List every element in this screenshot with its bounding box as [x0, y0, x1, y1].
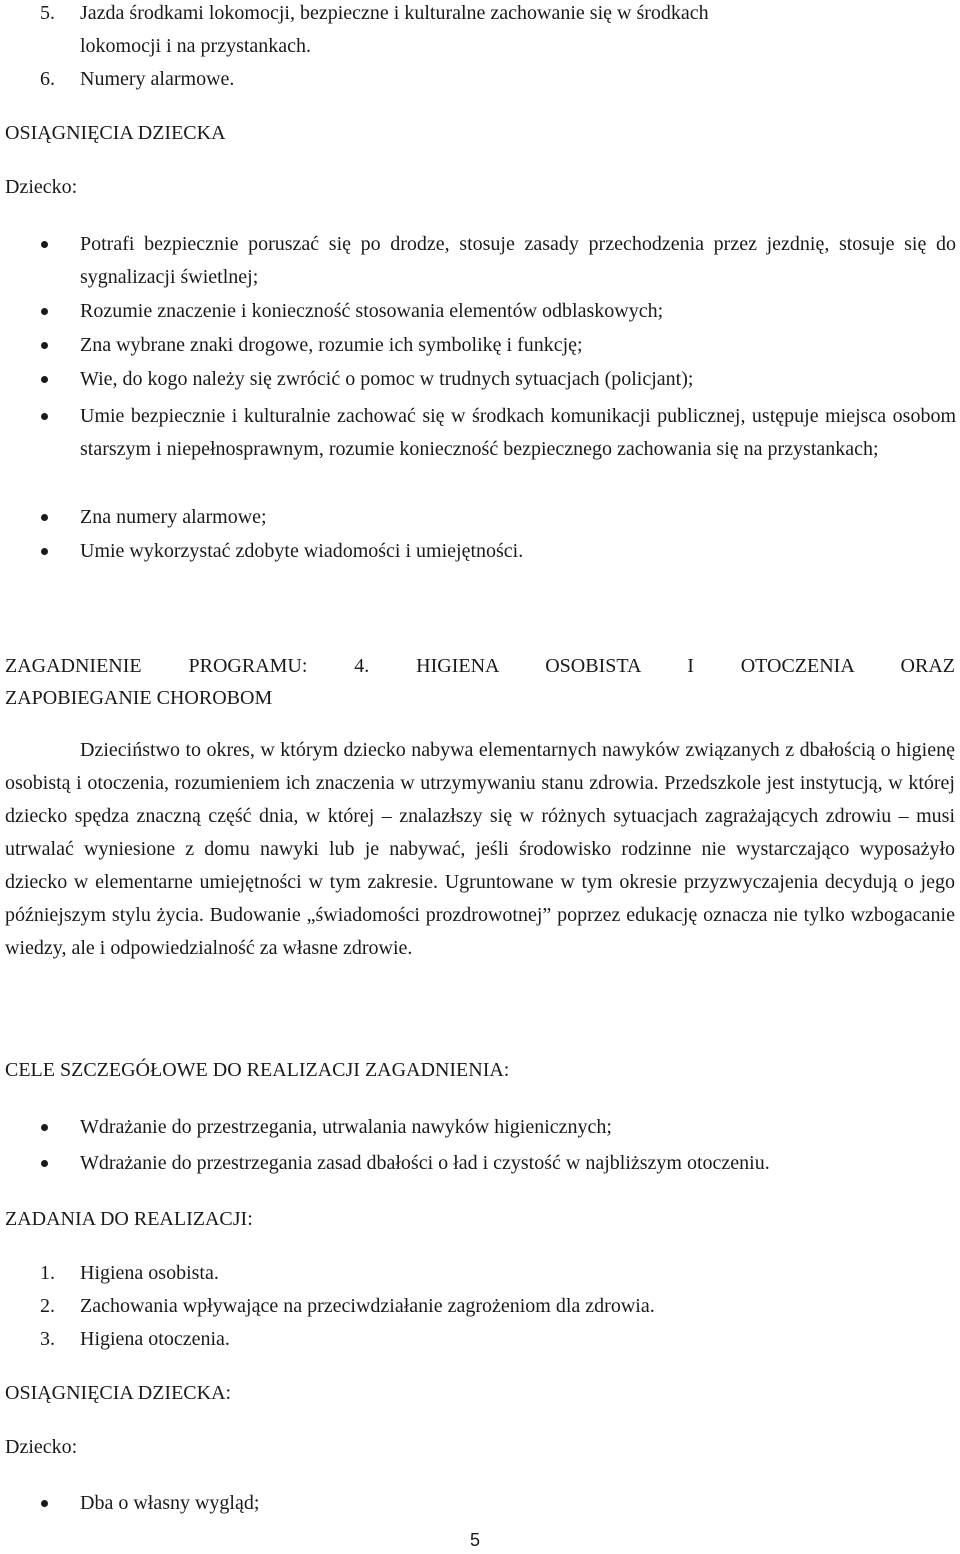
bullet-icon: [41, 548, 48, 555]
task-number: 3.: [40, 1328, 55, 1350]
bullet-item: Rozumie znaczenie i konieczność stosowania elementów odblaskowych;: [80, 300, 664, 322]
program-topic-title-continued: ZAPOBIEGANIE CHOROBOM: [5, 687, 273, 709]
bullet-icon: [41, 514, 48, 521]
bullet-icon: [41, 1124, 48, 1131]
bullet-icon: [41, 376, 48, 383]
bullet-item: Dba o własny wygląd;: [80, 1492, 260, 1514]
bullet-item: Zna wybrane znaki drogowe, rozumie ich symbolikę i funkcję;: [80, 334, 583, 356]
section-heading: OSIĄGNIĘCIA DZIECKA: [5, 122, 226, 144]
list-number: 5.: [40, 2, 55, 24]
intro-paragraph: Dzieciństwo to okres, w którym dziecko nabywa elementarnych nawyków związanych z dbałością o higienę osobistą i otoczenia, rozumieniem ich znaczenia w utrzymywaniu stanu zdrowia. Przedszkole jest instytucją, w której dziecko spędza znaczną część dnia, w której – znalazłszy się w różnych sytuacjach zagrażających zdrowiu – musi utrwalać wyniesione z domu nawyki lub je nabywać, jeśli środowisko rodzinne nie wystarczająco wyposażyło dziecko w elementarne umiejętności w tym zakresie. Ugruntowane w tym okresie przyzwyczajenia decydują o jego późniejszym stylu życia. Budowanie „świadomości prozdrowotnej” poprzez edukację oznacza nie tylko wzbogacanie wiedzy, ale i odpowiedzialność za własne zdrowie.: [5, 739, 955, 959]
page-number: 5: [470, 1530, 481, 1550]
list-number: 6.: [40, 68, 55, 90]
bullet-icon: [41, 1500, 48, 1507]
bullet-icon: [41, 241, 48, 248]
bullet-icon: [41, 1160, 48, 1167]
bullet-icon: [41, 308, 48, 315]
bullet-icon: [41, 413, 48, 420]
task-number: 2.: [40, 1295, 55, 1317]
list-item-text: lokomocji i na przystankach.: [80, 35, 312, 57]
goal-item: Wdrażanie do przestrzegania, utrwalania nawyków higienicznych;: [80, 1116, 612, 1138]
task-item: Higiena otoczenia.: [80, 1328, 230, 1350]
goals-heading: CELE SZCZEGÓŁOWE DO REALIZACJI ZAGADNIENIA:: [5, 1059, 510, 1081]
tasks-heading: ZADANIA DO REALIZACJI:: [5, 1208, 253, 1230]
list-item-text: Numery alarmowe.: [80, 68, 235, 90]
bullet-item: Potrafi bezpiecznie poruszać się po drodze, stosuje zasady przechodzenia przez jezdnię, stosuje się do sygnalizacji świetlnej;: [80, 233, 956, 288]
section-subheading: Dziecko:: [5, 176, 78, 198]
task-item: Zachowania wpływające na przeciwdziałanie zagrożeniom dla zdrowia.: [80, 1295, 655, 1317]
task-number: 1.: [40, 1262, 55, 1284]
section-subheading: Dziecko:: [5, 1436, 78, 1458]
bullet-item: Umie wykorzystać zdobyte wiadomości i umiejętności.: [80, 540, 524, 562]
goal-item: Wdrażanie do przestrzegania zasad dbałości o ład i czystość w najbliższym otoczeniu.: [80, 1152, 770, 1174]
task-item: Higiena osobista.: [80, 1262, 219, 1284]
list-item-text: Jazda środkami lokomocji, bezpieczne i kulturalne zachowanie się w środkach: [80, 2, 709, 24]
bullet-item: Umie bezpiecznie i kulturalnie zachować się w środkach komunikacji publicznej, ustępuje miejsca osobom starszym i niepełnosprawnym, rozumie konieczność bezpiecznego zachowania się na przystankach;: [80, 405, 956, 460]
section-heading: OSIĄGNIĘCIA DZIECKA:: [5, 1382, 232, 1404]
program-topic-title: ZAGADNIENIE PROGRAMU: 4. HIGIENA OSOBISTA I OTOCZENIA ORAZ: [5, 655, 955, 677]
bullet-item: Zna numery alarmowe;: [80, 506, 267, 528]
bullet-icon: [41, 342, 48, 349]
bullet-item: Wie, do kogo należy się zwrócić o pomoc w trudnych sytuacjach (policjant);: [80, 368, 694, 390]
